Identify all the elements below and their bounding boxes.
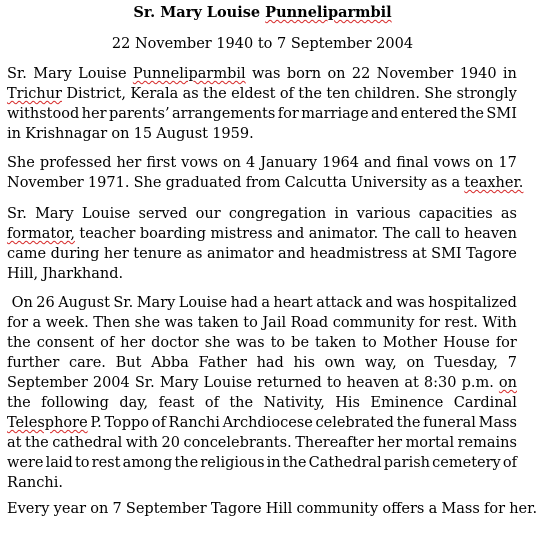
text-line (7, 224, 517, 244)
word: University (350, 175, 427, 191)
word: Mary (136, 295, 176, 311)
word: children. (354, 86, 420, 102)
spellcheck-flagged-word: formator, (7, 226, 75, 242)
word: parish (383, 455, 431, 471)
word: November (376, 66, 454, 82)
word: doctor (151, 335, 199, 351)
paragraph-4 (7, 293, 517, 493)
word: Then (93, 315, 131, 331)
word: as (182, 86, 199, 102)
word: Jharkhand. (42, 266, 124, 282)
word: animator (206, 246, 274, 262)
word: hospitalized (428, 295, 517, 311)
word: laid (45, 455, 73, 471)
text-line (7, 333, 517, 353)
word: The (382, 226, 411, 242)
word: remains (457, 435, 517, 451)
word: from (245, 175, 281, 191)
word: 8:30 (423, 375, 457, 391)
word: her (377, 435, 403, 451)
word: in (502, 66, 517, 82)
word: August (58, 295, 110, 311)
word: SMI (431, 246, 462, 262)
word: her (103, 246, 129, 262)
word: and (278, 246, 306, 262)
word: at (7, 435, 22, 451)
word: She (424, 86, 453, 102)
word: 17 (498, 155, 517, 171)
paragraph-1 (7, 64, 517, 144)
word: call (414, 226, 441, 242)
word: withstood (7, 106, 80, 122)
word: a (428, 501, 438, 517)
spellcheck-flagged-word: Trichur (7, 86, 62, 102)
word: congregation (228, 206, 327, 222)
word: and (276, 226, 305, 242)
word: the (7, 395, 31, 411)
word: his (293, 355, 315, 371)
word: in (7, 126, 21, 142)
word: September (125, 501, 207, 517)
text-line (7, 473, 517, 493)
word: tenure (133, 246, 182, 262)
word: Sr. (134, 375, 155, 391)
text-line (7, 499, 537, 519)
word: 22 (351, 66, 371, 82)
word: Tuesday, (434, 355, 499, 371)
word: her (120, 335, 146, 351)
word: Louise (203, 375, 252, 391)
word: eldest (231, 86, 276, 102)
word: Thereafter (295, 435, 374, 451)
word: 26 (36, 295, 55, 311)
word: to (74, 455, 90, 471)
word: boarding (139, 226, 207, 242)
word: of (204, 395, 219, 411)
word: heaven (464, 226, 517, 242)
word: had (230, 295, 258, 311)
word: a (261, 295, 270, 311)
word: the (282, 455, 307, 471)
word: the (7, 335, 31, 351)
word: District, (66, 86, 126, 102)
text-line (7, 353, 517, 373)
word: Mary (35, 206, 74, 222)
text-line (7, 124, 517, 144)
word: be (291, 335, 310, 351)
text-line (7, 433, 517, 453)
word: a (451, 175, 461, 191)
word: at (412, 246, 427, 262)
word: 7 (112, 501, 122, 517)
word: arrangements (172, 106, 276, 122)
text-line (7, 204, 517, 224)
word: religious (200, 455, 265, 471)
word: to (362, 335, 377, 351)
word: rest. (444, 315, 478, 331)
text-line (7, 313, 517, 333)
word: were (7, 455, 44, 471)
word: taken (197, 315, 239, 331)
word: she (204, 335, 231, 351)
word: among (122, 455, 173, 471)
word: Toppo (104, 415, 150, 431)
text-line (7, 64, 517, 84)
word: for (418, 315, 440, 331)
word: p.m. (461, 375, 494, 391)
word: the (460, 106, 484, 122)
word: as (186, 246, 203, 262)
word: to (270, 335, 286, 351)
word: community (332, 315, 415, 331)
word: the (298, 86, 323, 102)
word: born (286, 66, 322, 82)
word: taken (315, 335, 357, 351)
word: animator. (308, 226, 379, 242)
word: as (500, 206, 517, 222)
word: a (32, 315, 42, 331)
spellcheck-flagged-word: Punneliparmbil (132, 66, 246, 82)
word: her (81, 106, 107, 122)
text-line (7, 173, 524, 193)
word: was (251, 66, 281, 82)
word: in (334, 206, 349, 222)
word: of (502, 455, 517, 471)
word: feast (158, 395, 195, 411)
word: following (41, 395, 109, 411)
word: teacher (79, 226, 136, 242)
word: Abba (151, 355, 189, 371)
word: with (125, 435, 159, 451)
text-line (7, 104, 517, 124)
word: Calcutta (284, 175, 347, 191)
word: Jail (262, 315, 287, 331)
word: and (365, 295, 393, 311)
document-dates: 22 November 1940 to 7 September 2004 (111, 36, 414, 52)
word: With (482, 315, 517, 331)
word: Mary (33, 66, 72, 82)
word: Cardinal (453, 395, 517, 411)
word: was (396, 295, 425, 311)
word: her (116, 155, 142, 171)
word: Mary (159, 375, 199, 391)
word: the (25, 435, 49, 451)
word: Mother (382, 335, 438, 351)
text-line (7, 153, 517, 173)
word: Hill (265, 501, 293, 517)
word: Archdiocese (222, 415, 313, 431)
word: for (277, 106, 299, 122)
word: community (296, 501, 379, 517)
word: Nativity, (263, 395, 325, 411)
word: Mass (478, 415, 517, 431)
word: first (146, 155, 177, 171)
word: 1971. (87, 175, 130, 191)
word: Krishnagar (25, 126, 108, 142)
word: Ranchi (168, 415, 220, 431)
word: was (164, 315, 194, 331)
word: vows (181, 155, 218, 171)
word: of (279, 86, 294, 102)
word: 7 (507, 355, 517, 371)
word: Sr. (113, 295, 134, 311)
word: Cathedral (308, 455, 382, 471)
word: as (431, 175, 448, 191)
word: year (53, 501, 87, 517)
word: On (7, 295, 33, 311)
paragraph-5 (7, 499, 537, 519)
text-line (7, 84, 517, 104)
word: 4 (246, 155, 256, 171)
word: to (326, 375, 342, 391)
word: to (243, 315, 258, 331)
word: 15 (133, 126, 153, 142)
title-surname: Punneliparmbil (265, 4, 392, 21)
word: Father (198, 355, 247, 371)
word: rest (91, 455, 121, 471)
word: 1959. (212, 126, 254, 142)
spellcheck-flagged-word: Telesphore (7, 415, 88, 431)
word: on (222, 155, 242, 171)
paragraph-3 (7, 204, 517, 284)
word: further (7, 355, 60, 371)
word: Hill, (7, 266, 39, 282)
word: marriage (301, 106, 369, 122)
word: care. (69, 355, 106, 371)
word: Kerala (130, 86, 179, 102)
word: Ranchi. (7, 475, 63, 491)
word: celebrated (315, 415, 394, 431)
word: final (396, 155, 429, 171)
word: cemetery (432, 455, 501, 471)
word: during (50, 246, 100, 262)
word: Louise (78, 66, 127, 82)
word: and (364, 155, 392, 171)
word: Tagore (210, 501, 262, 517)
text-line (7, 393, 517, 413)
word: ten (326, 86, 351, 102)
title-prefix: Sr. Mary Louise (133, 4, 266, 21)
word: She (7, 155, 35, 171)
word: week. (45, 315, 89, 331)
word: returned (257, 375, 322, 391)
word: various (356, 206, 411, 222)
text-line (7, 373, 517, 393)
word: way, (364, 355, 397, 371)
word: her. (509, 501, 537, 517)
word: our (195, 206, 221, 222)
word: graduated (165, 175, 242, 191)
word: on (475, 155, 494, 171)
word: for (483, 501, 505, 517)
word: Louise (81, 206, 131, 222)
word: the (229, 395, 254, 411)
spellcheck-flagged-word: on (498, 375, 517, 391)
word: served (138, 206, 188, 222)
text-line (7, 244, 517, 264)
text-line (7, 453, 517, 473)
word: came (7, 246, 47, 262)
word: 2004 (92, 375, 130, 391)
text-line (7, 264, 517, 284)
word: mortal (405, 435, 455, 451)
word: 1940 (459, 66, 497, 82)
word: But (115, 355, 142, 371)
word: in (266, 455, 281, 471)
word: was (236, 335, 265, 351)
word: November (7, 175, 84, 191)
word: concelebrants. (183, 435, 292, 451)
word: own (324, 355, 356, 371)
word: headmistress (309, 246, 408, 262)
paragraph-2 (7, 153, 524, 193)
word: Road (290, 315, 329, 331)
word: for (495, 335, 517, 351)
word: capacities (418, 206, 493, 222)
word: offers (382, 501, 425, 517)
word: strongly (456, 86, 517, 102)
word: Tagore (466, 246, 517, 262)
word: on (327, 66, 346, 82)
word: heart (273, 295, 313, 311)
word: 1964 (322, 155, 360, 171)
word: the (203, 86, 227, 102)
word: consent (36, 335, 95, 351)
word: House (443, 335, 490, 351)
word: 20 (161, 435, 180, 451)
word: parents’ (108, 106, 170, 122)
text-line (7, 293, 517, 313)
word: attack (316, 295, 363, 311)
word: had (256, 355, 284, 371)
word: Sr. (7, 66, 27, 82)
word: September (7, 375, 88, 391)
word: cathedral (52, 435, 123, 451)
word: vows (433, 155, 471, 171)
word: on (90, 501, 109, 517)
document-title (0, 3, 525, 23)
word: for (7, 315, 29, 331)
word: P. (90, 415, 102, 431)
word: on (406, 355, 425, 371)
word: day, (119, 395, 149, 411)
word: January (260, 155, 318, 171)
word: the (174, 455, 199, 471)
word: to (445, 226, 460, 242)
word: heaven (346, 375, 400, 391)
word: on (111, 126, 130, 142)
word: mistress (210, 226, 273, 242)
word: entered (400, 106, 458, 122)
word: the (396, 415, 421, 431)
word: Sr. (7, 206, 27, 222)
word: professed (39, 155, 112, 171)
word: August (156, 126, 208, 142)
word: of (151, 415, 166, 431)
word: Mass (441, 501, 480, 517)
word: She (133, 175, 162, 191)
word: and (371, 106, 399, 122)
word: she (134, 315, 161, 331)
word: at (404, 375, 419, 391)
text-line (7, 413, 517, 433)
word: Louise (178, 295, 228, 311)
word: His (335, 395, 360, 411)
word: Every (7, 501, 50, 517)
word: funeral (423, 415, 476, 431)
word: of (100, 335, 115, 351)
word: Eminence (370, 395, 444, 411)
spellcheck-flagged-word: teaxher. (464, 175, 524, 191)
word: SMI (486, 106, 517, 122)
